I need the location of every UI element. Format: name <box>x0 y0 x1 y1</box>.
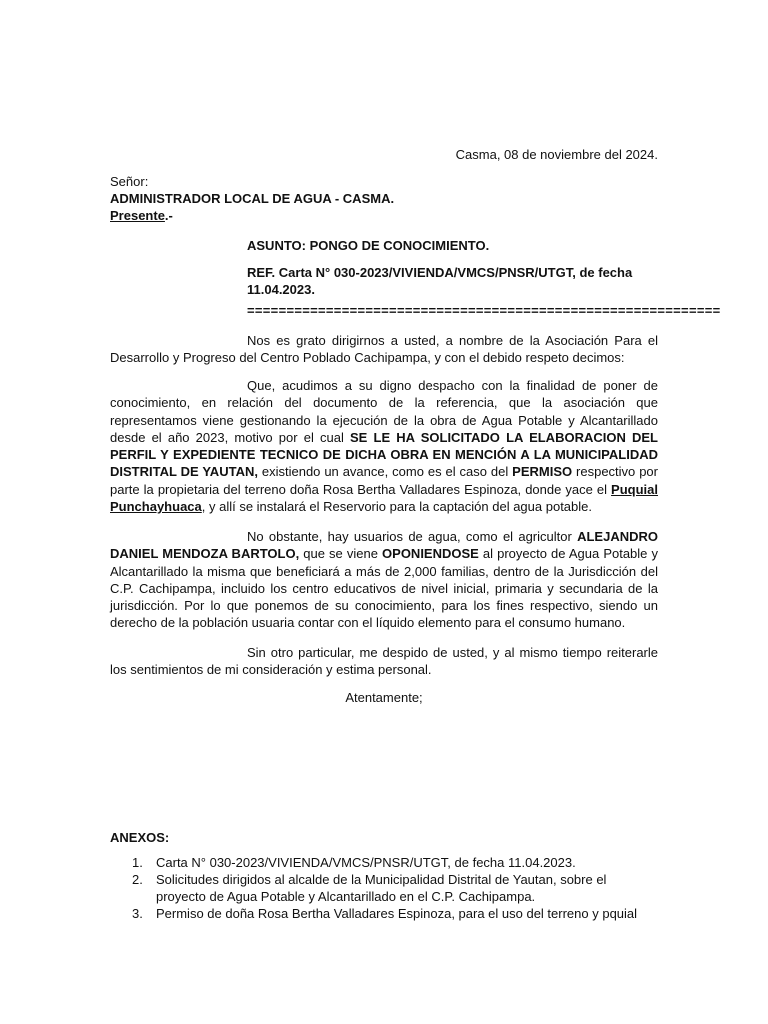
recipient-title: ADMINISTRADOR LOCAL DE AGUA - CASMA. <box>110 191 395 206</box>
p3-text-1: No obstante, hay usuarios de agua, como el agricultor <box>247 529 578 544</box>
letter-date: Casma, 08 de noviembre del 2024. <box>455 147 658 162</box>
reference-line: REF. Carta N° 030-2023/VIVIENDA/VMCS/PNSR/UTGT, de fecha 11.04.2023. <box>247 265 633 297</box>
p2-bold-1: SE LE HA SOLICITADO LA ELABORACION DEL PERFIL Y EXPEDIENTE TECNICO DE DICHA OBRA EN MENCIÓN A LA MUNICIPALIDAD DISTRITAL DE YAUTAN, <box>110 429 658 480</box>
annex-number: 3. <box>132 906 143 921</box>
salutation: Señor: <box>110 174 149 189</box>
p3-text-2: que se viene <box>299 546 383 562</box>
annexes-title: ANEXOS: <box>110 830 170 845</box>
p3-bold-2: OPONIENDOSE <box>382 546 479 562</box>
annex-text: Carta N° 030-2023/VIVIENDA/VMCS/PNSR/UTGT, de fecha 11.04.2023. <box>156 855 576 870</box>
annex-item <box>110 854 658 871</box>
p3-text-3: al proyecto de Agua Potable y Alcantarillado la misma que beneficiará a más de 2,000 familias, dentro de la Jurisdicción del C.P. Cachipampa, incluido los centro educativos de nivel inicial, primaria y secundaria de la jurisdicción. Por lo que ponemos de su conocimiento, para los fines respectivo, siendo un derecho de la población usuaria contar con el líquido elemento para el consumo humano. <box>110 546 658 631</box>
annex-item <box>110 871 658 905</box>
p2-text-3: respectivo por parte la propietaria del terreno doña Rosa Bertha Valladares Espinoza, donde yace el <box>110 464 658 497</box>
presente-line <box>110 207 658 224</box>
closing-line: Atentamente; <box>345 690 423 705</box>
paragraph-farewell: Sin otro particular, me despido de usted, y al mismo tiempo reiterarle los sentimientos de mi consideración y estima personal. <box>110 645 658 678</box>
addressee-block <box>110 173 658 224</box>
paragraph-intro: Nos es grato dirigirnos a usted, a nombre de la Asociación Para el Desarrollo y Progreso del Centro Poblado Cachipampa, y con el debido respeto decimos: <box>110 333 658 366</box>
p2-bold-underline: Puquial Punchayhuaca <box>110 481 658 515</box>
annex-text: Permiso de doña Rosa Bertha Valladares Espinoza, para el uso del terreno y pquial <box>156 906 638 921</box>
p3-bold-1: ALEJANDRO DANIEL MENDOZA BARTOLO, <box>110 529 658 562</box>
annex-text: Solicitudes dirigidos al alcalde de la Municipalidad Distrital de Yautan, sobre el proyecto de Agua Potable y Alcantarillado en el C.P. Cachipampa. <box>156 872 607 904</box>
annexes-list <box>110 854 658 922</box>
p2-text-4: , y allí se instalará el Reservorio para la captación del agua potable. <box>201 499 592 515</box>
subject-line: ASUNTO: PONGO DE CONOCIMIENTO. <box>247 238 490 253</box>
annex-number: 1. <box>132 855 143 870</box>
paragraph-body-2 <box>110 528 658 632</box>
p2-bold-2: PERMISO <box>512 464 573 480</box>
presente-suffix: .- <box>164 208 173 223</box>
presente-word: Presente <box>110 208 165 223</box>
p2-text-2: existiendo un avance, como es el caso del <box>257 464 513 480</box>
p2-text-1: Que, acudimos a su digno despacho con la finalidad de poner de conocimiento, en relación del documento de la referencia, que la asociación que representamos viene gestionando la ejecución de la obra de Agua Potable y Alcantarillado desde el año 2023, motivo por el cual <box>110 378 658 445</box>
annex-number: 2. <box>132 872 143 887</box>
separator-line: ============================================================ <box>247 303 721 318</box>
annex-item <box>110 905 658 922</box>
paragraph-body-1 <box>110 377 658 515</box>
